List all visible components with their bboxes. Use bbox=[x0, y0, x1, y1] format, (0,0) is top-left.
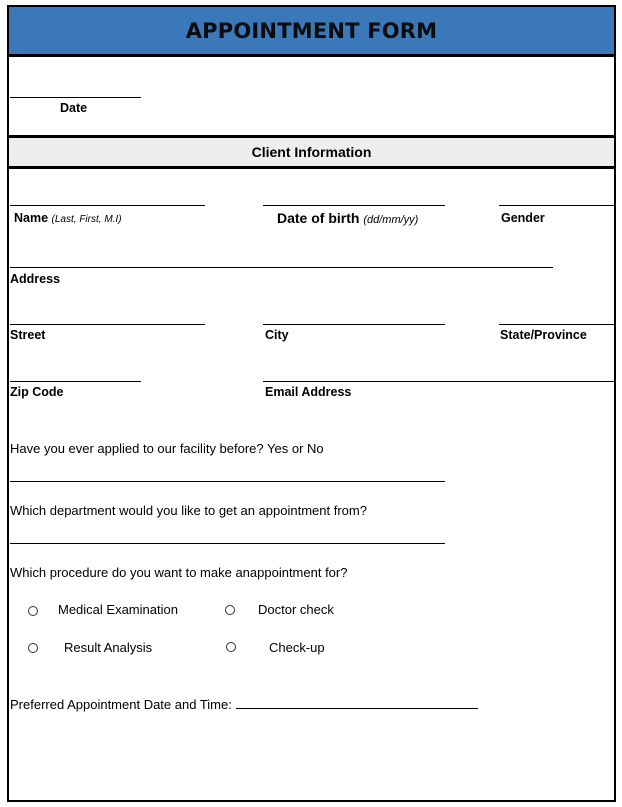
gender-line[interactable] bbox=[499, 205, 614, 206]
option-medical-examination: Medical Examination bbox=[58, 602, 178, 617]
preferred-date-line[interactable] bbox=[236, 698, 478, 709]
address-line[interactable] bbox=[10, 267, 553, 268]
form-title: APPOINTMENT FORM bbox=[185, 18, 438, 43]
dob-label bbox=[277, 210, 418, 226]
address-label: Address bbox=[10, 272, 61, 286]
option-result-analysis: Result Analysis bbox=[64, 640, 153, 655]
preferred-date-label: Preferred Appointment Date and Time: bbox=[10, 697, 232, 712]
dob-label-text: Date of birth bbox=[277, 210, 360, 226]
title-bar bbox=[7, 5, 616, 57]
form-sheet bbox=[7, 5, 616, 802]
name-label bbox=[14, 211, 122, 225]
gender-label: Gender bbox=[501, 211, 545, 225]
name-hint: (Last, First, M.I) bbox=[51, 214, 122, 225]
zip-label: Zip Code bbox=[10, 385, 64, 399]
city-label: City bbox=[265, 328, 289, 342]
email-line[interactable] bbox=[263, 381, 614, 382]
state-line[interactable] bbox=[499, 324, 614, 325]
option-doctor-check: Doctor check bbox=[258, 602, 334, 617]
street-label: Street bbox=[10, 328, 46, 342]
procedure-question: Which procedure do you want to make anappointment for? bbox=[10, 565, 348, 580]
applied-before-line[interactable] bbox=[10, 481, 445, 482]
preferred-date-row bbox=[10, 697, 478, 712]
option-check-up: Check-up bbox=[269, 640, 325, 655]
date-label: Date bbox=[60, 101, 88, 115]
dob-hint: (dd/mm/yy) bbox=[363, 214, 419, 226]
dob-line[interactable] bbox=[263, 205, 445, 206]
email-label: Email Address bbox=[265, 385, 352, 399]
radio-check-up[interactable] bbox=[226, 642, 236, 652]
department-line[interactable] bbox=[10, 543, 445, 544]
radio-medical-examination[interactable] bbox=[28, 606, 38, 616]
state-label: State/Province bbox=[500, 328, 587, 342]
applied-before-question: Have you ever applied to our facility before? Yes or No bbox=[10, 441, 324, 456]
section-title: Client Information bbox=[251, 144, 372, 160]
name-label-text: Name bbox=[14, 211, 49, 225]
city-line[interactable] bbox=[263, 324, 445, 325]
radio-result-analysis[interactable] bbox=[28, 643, 38, 653]
radio-doctor-check[interactable] bbox=[225, 605, 235, 615]
department-question: Which department would you like to get an appointment from? bbox=[10, 503, 367, 518]
name-line[interactable] bbox=[10, 205, 205, 206]
street-line[interactable] bbox=[10, 324, 205, 325]
client-information-bar bbox=[7, 135, 616, 169]
zip-line[interactable] bbox=[10, 381, 141, 382]
date-line[interactable] bbox=[10, 97, 141, 98]
